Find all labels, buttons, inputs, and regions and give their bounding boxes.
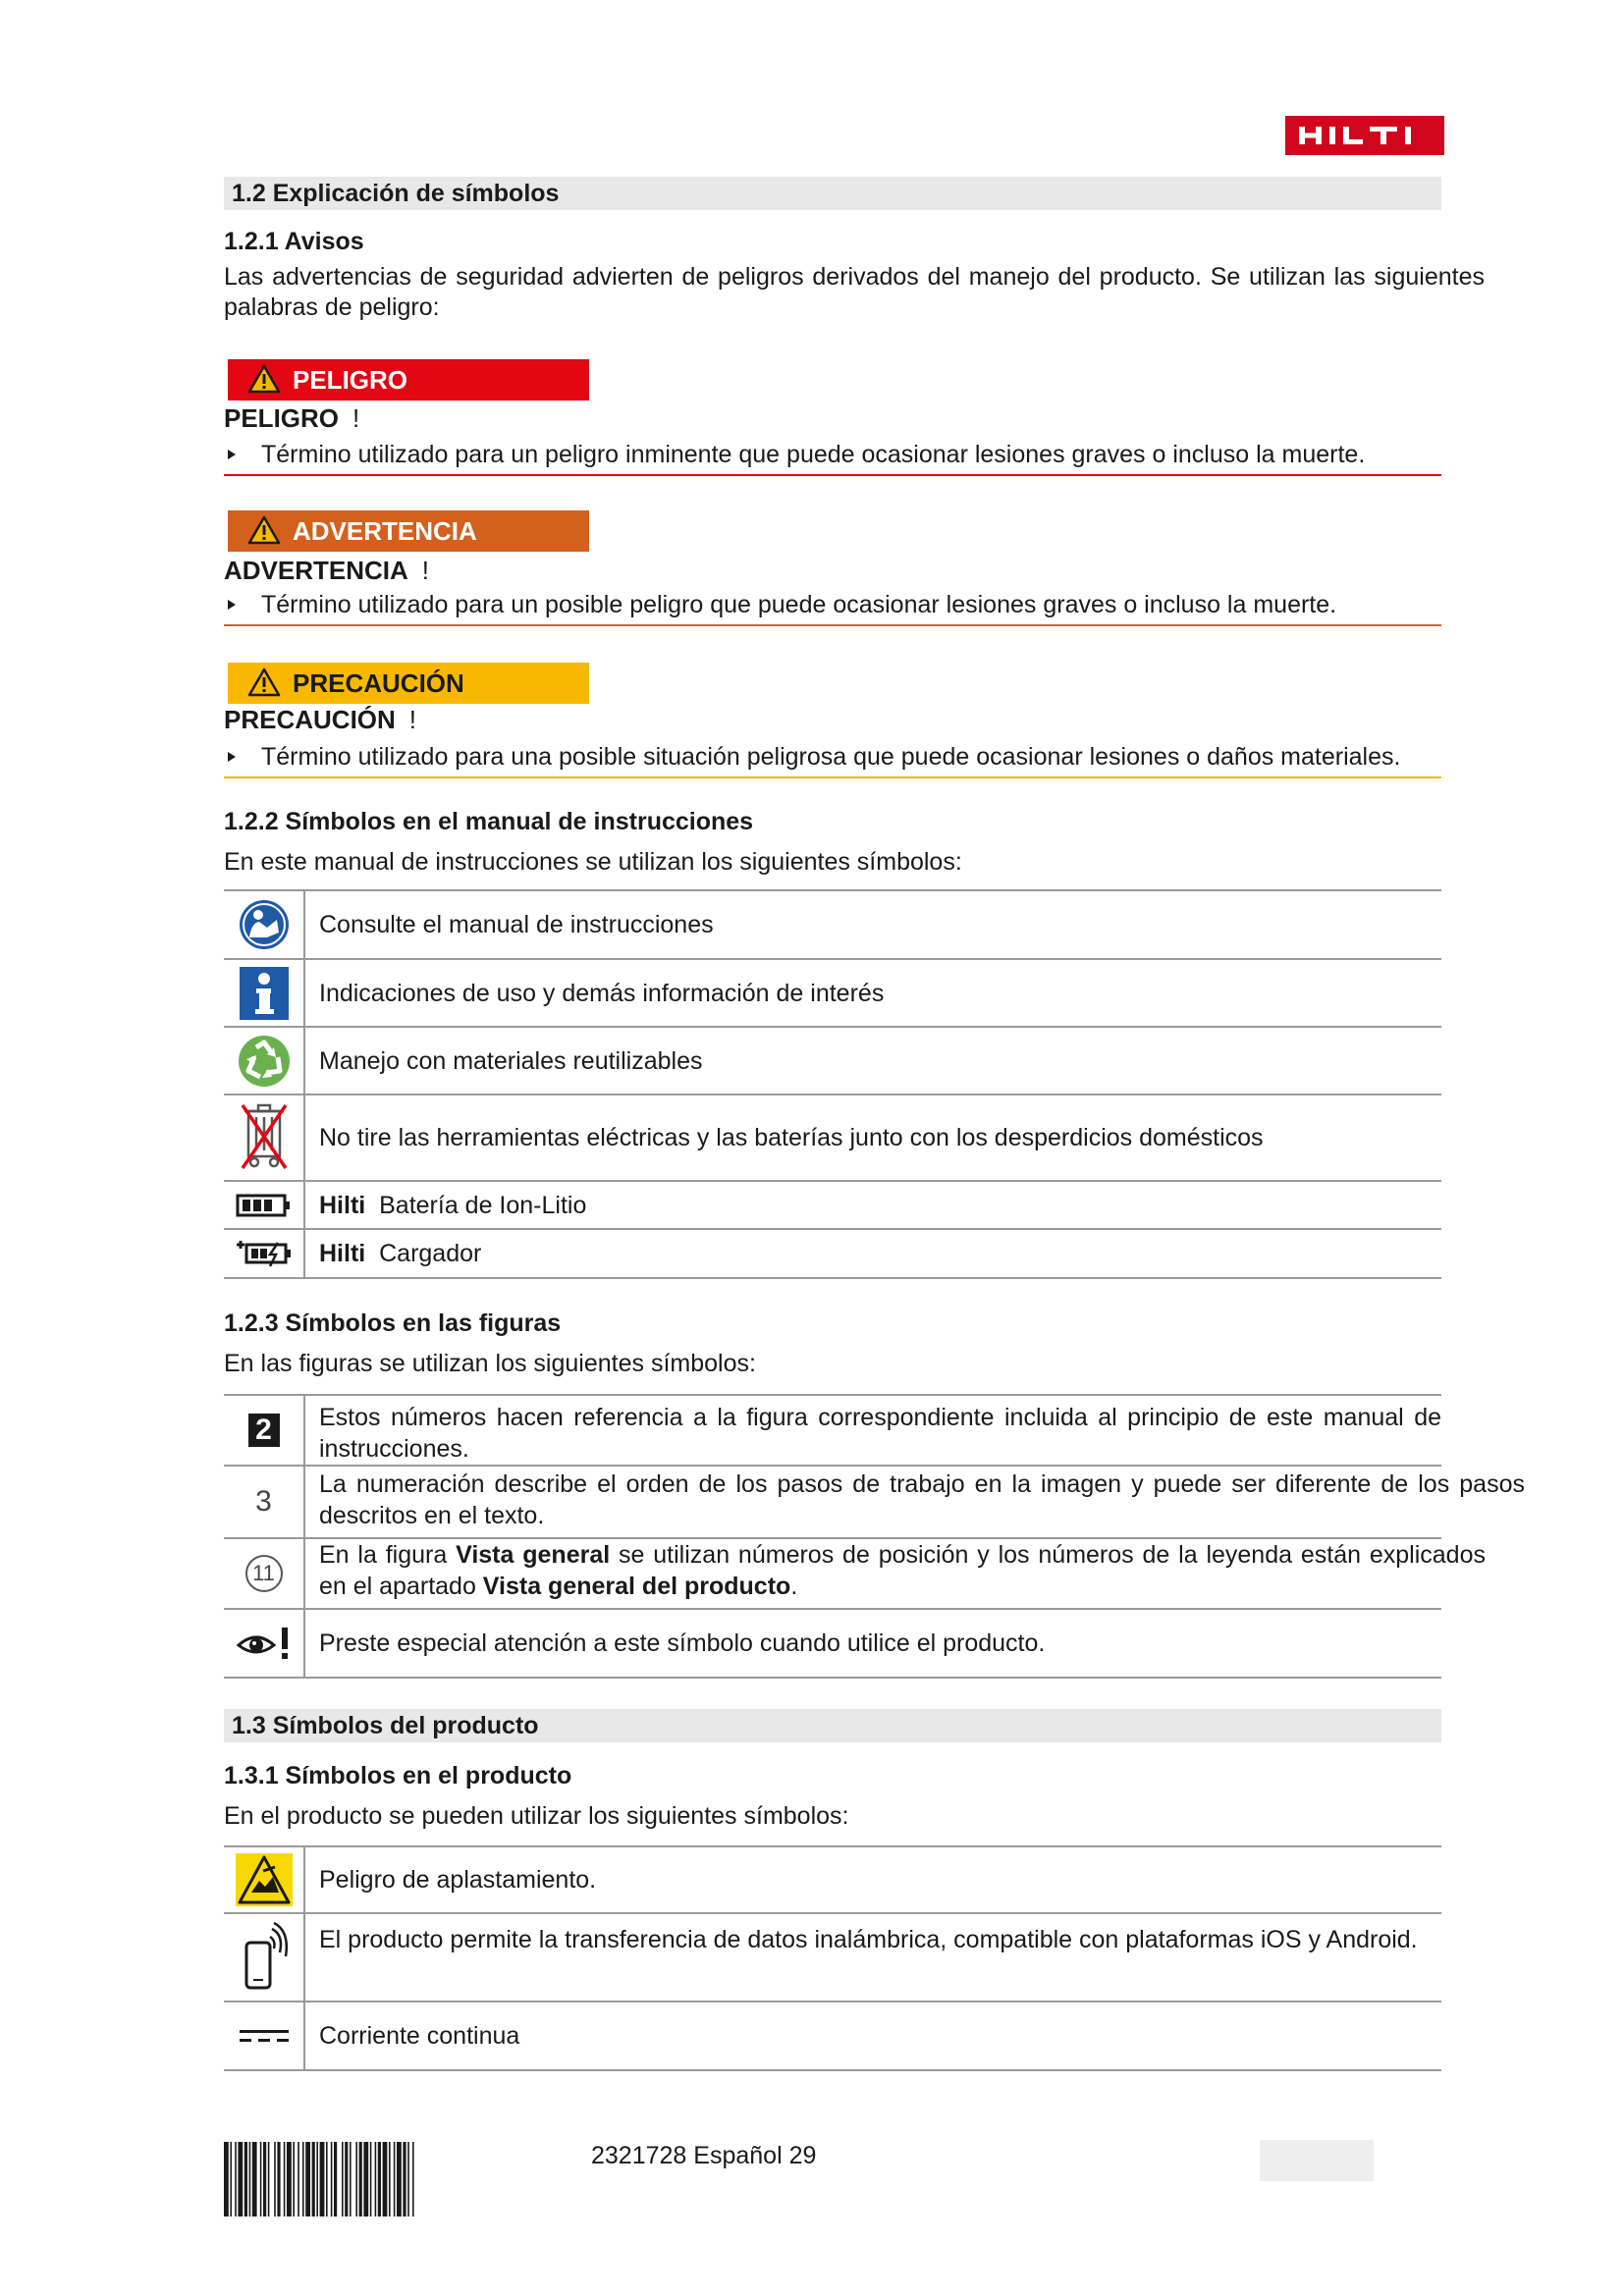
position-number-icon xyxy=(224,1539,305,1608)
row-bold-b: Vista general del producto xyxy=(482,1573,791,1600)
row-text: No tire las herramientas eléctricas y las baterías junto con los desperdicios domésticos xyxy=(319,1124,1264,1151)
signal-bang: ! xyxy=(408,705,417,734)
bullet-arrow-icon xyxy=(228,600,236,610)
bullet-text: Término utilizado para un posible peligro que puede ocasionar lesiones graves o incluso la muerte. xyxy=(261,591,1337,618)
barcode xyxy=(224,2142,562,2216)
brand-name: Hilti xyxy=(319,1191,366,1219)
signal-banner-warning xyxy=(228,510,589,552)
avisos-intro: Las advertencias de seguridad advierten de peligros derivados del manejo del producto. Se utilizan las siguientes palabras de peligro: xyxy=(224,263,1485,321)
row-bold-a: Vista general xyxy=(456,1541,611,1569)
signal-word-warning xyxy=(224,556,429,586)
bullet-text: Término utilizado para una posible situación peligrosa que puede ocasionar lesiones o daños materiales. xyxy=(261,743,1401,771)
table-row xyxy=(224,1182,1441,1230)
row-text: Manejo con materiales reutilizables xyxy=(319,1046,703,1075)
table-row xyxy=(224,1230,1441,1279)
signal-label: PRECAUCIÓN xyxy=(293,668,464,698)
signal-text-warning xyxy=(224,591,1490,619)
caution-rule xyxy=(224,776,1441,778)
crossed-bin-icon xyxy=(224,1095,305,1180)
info-icon xyxy=(224,960,305,1026)
table-row xyxy=(224,1028,1441,1095)
step-number-glyph: 3 xyxy=(255,1485,272,1518)
table-row xyxy=(224,1914,1441,2002)
row-text xyxy=(305,1182,1441,1228)
table-row xyxy=(224,891,1441,960)
table-row xyxy=(224,2002,1441,2071)
bullet-arrow-icon xyxy=(228,752,236,762)
warning-triangle-icon xyxy=(247,364,281,394)
heading-product-symbols: 1.3.1 Símbolos en el producto xyxy=(224,1762,572,1789)
heading-figure-symbols: 1.2.3 Símbolos en las figuras xyxy=(224,1309,562,1337)
hilti-logo xyxy=(1285,116,1444,155)
table-row xyxy=(224,1610,1441,1679)
table-row xyxy=(224,1847,1441,1914)
attention-eye-icon xyxy=(224,1610,305,1677)
figure-number-glyph: 2 xyxy=(248,1414,280,1447)
wireless-phone-icon xyxy=(224,1914,305,2001)
signal-banner-danger xyxy=(228,359,589,400)
figure-number-icon xyxy=(224,1396,305,1465)
row-text: Corriente continua xyxy=(319,2022,520,2050)
position-number-glyph: 11 xyxy=(245,1555,283,1592)
signal-banner-caution xyxy=(228,663,589,704)
row-text-a: En la figura xyxy=(319,1541,457,1569)
table-row xyxy=(224,960,1441,1028)
step-number-icon xyxy=(224,1467,305,1537)
warning-rule xyxy=(224,624,1441,626)
product-symbols-intro: En el producto se pueden utilizar los siguientes símbolos: xyxy=(224,1802,849,1830)
warning-triangle-icon xyxy=(247,515,281,545)
signal-word-text: PRECAUCIÓN xyxy=(224,705,396,734)
row-text-rest: Batería de Ion-Litio xyxy=(379,1191,587,1219)
manual-symbols-table xyxy=(224,889,1441,1279)
product-symbols-table xyxy=(224,1845,1441,2071)
section-title-1-2: 1.2 Explicación de símbolos xyxy=(224,177,1441,210)
row-text-rest: Cargador xyxy=(379,1240,482,1267)
heading-manual-symbols: 1.2.2 Símbolos en el manual de instrucciones xyxy=(224,808,754,835)
charger-icon xyxy=(224,1230,305,1277)
direct-current-icon xyxy=(224,2002,305,2069)
signal-word-text: PELIGRO xyxy=(224,403,340,433)
signal-label: PELIGRO xyxy=(293,365,408,395)
row-text: Indicaciones de uso y demás información de interés xyxy=(319,979,885,1007)
row-text: La numeración describe el orden de los pasos de trabajo en la imagen y puede ser diferente de los pasos descritos en el texto. xyxy=(319,1470,1525,1529)
row-text: Preste especial atención a este símbolo cuando utilice el producto. xyxy=(319,1629,1046,1657)
danger-rule xyxy=(224,474,1441,476)
row-text: Peligro de aplastamiento. xyxy=(319,1866,597,1894)
figure-symbols-table xyxy=(224,1394,1525,1679)
section-title-1-3: 1.3 Símbolos del producto xyxy=(224,1709,1441,1742)
signal-text-caution xyxy=(224,743,1490,772)
row-text: El producto permite la transferencia de datos inalámbrica, compatible con plataformas iOS y Android. xyxy=(319,1926,1418,1953)
bullet-arrow-icon xyxy=(228,450,236,459)
table-row xyxy=(224,1467,1525,1539)
signal-bang: ! xyxy=(352,403,360,433)
read-manual-icon xyxy=(224,891,305,958)
table-row xyxy=(224,1539,1486,1610)
row-text-b: se utilizan números de posición y los números de la leyenda están explicados en el apartado xyxy=(319,1541,1486,1600)
manual-symbols-intro: En este manual de instrucciones se utilizan los siguientes símbolos: xyxy=(224,848,962,876)
table-row xyxy=(224,1095,1441,1182)
recycle-icon xyxy=(224,1028,305,1094)
warning-triangle-icon xyxy=(247,667,281,697)
row-text-c: . xyxy=(790,1573,798,1600)
footer-page-box xyxy=(1260,2140,1374,2181)
signal-text-danger xyxy=(224,441,1490,469)
signal-word-danger xyxy=(224,403,359,434)
battery-icon xyxy=(224,1182,305,1228)
bullet-text: Término utilizado para un peligro inminente que puede ocasionar lesiones graves o incluso la muerte. xyxy=(261,441,1366,468)
footer-doc-number: 2321728 Español 29 xyxy=(591,2142,817,2169)
crush-hazard-icon xyxy=(224,1847,305,1912)
heading-avisos: 1.2.1 Avisos xyxy=(224,228,364,255)
brand-name: Hilti xyxy=(319,1240,366,1267)
signal-word-text: ADVERTENCIA xyxy=(224,556,408,585)
row-text: Consulte el manual de instrucciones xyxy=(319,911,714,938)
row-text: Estos números hacen referencia a la figura correspondiente incluida al principio de este manual de instrucciones. xyxy=(319,1404,1441,1463)
signal-label: ADVERTENCIA xyxy=(293,516,477,546)
row-text xyxy=(305,1539,1486,1608)
row-text xyxy=(305,1230,1441,1277)
signal-bang: ! xyxy=(421,556,430,585)
figure-symbols-intro: En las figuras se utilizan los siguientes símbolos: xyxy=(224,1350,756,1377)
signal-word-caution xyxy=(224,705,416,735)
table-row xyxy=(224,1396,1441,1467)
